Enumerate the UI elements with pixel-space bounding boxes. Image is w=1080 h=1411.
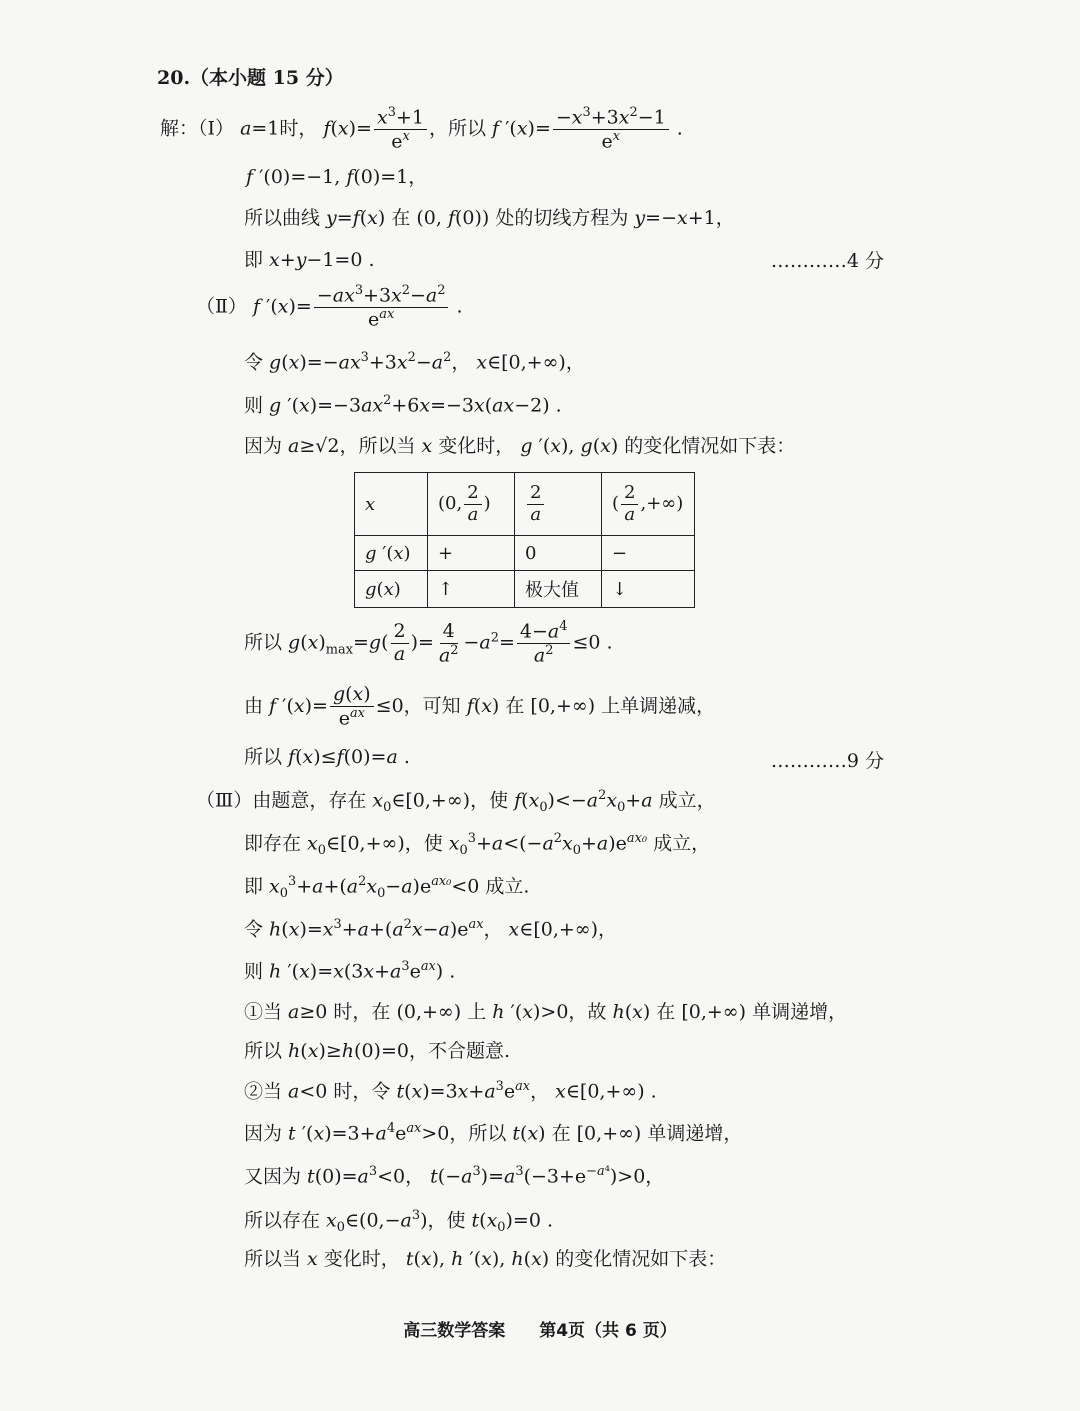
part1-line1: 解：（Ⅰ） a=1时， f(x)= $\frac{x^3+1}{e^x}$ ，所以 f ′(x)= $\frac{-x^3+3x^2-1}{e^x}$ . <box>160 105 683 153</box>
part3-line1: （Ⅲ）由题意，存在 $x_0\in[0,+\infty)$，使 $f(x_0)<-a^2x_0+a$ 成立， <box>196 788 716 816</box>
part2-points: …………9 分 <box>770 750 884 772</box>
table-cell: − <box>602 536 695 571</box>
table-cell: g(x) <box>355 571 428 608</box>
table-cell: x <box>355 473 428 536</box>
page-footer <box>0 1316 1080 1341</box>
table-cell: 极大值 <box>515 571 602 608</box>
part3-line7: 所以 h(x)≥h(0)=0，不合题意. <box>244 1040 510 1062</box>
part3-line5: 则 h $'(x)=x(3x+a^3e^{ax})$ . <box>244 959 456 983</box>
table-cell: g ′(x) <box>355 536 428 571</box>
problem-header: 20.（本小题 15 分） <box>157 67 344 89</box>
part3-line6: ①当 a≥0 时，在 (0,+∞) 上 h ′(x)>0，故 h(x) 在 [0,+∞) 单调递增， <box>244 1001 848 1023</box>
part3-line3: 即 $x_0^3+a+(a^2x_0-a)e^{ax_0}<0$ 成立. <box>244 874 530 902</box>
part1-line2: f ′(0)=−1, f(0)=1， <box>246 166 428 188</box>
table-cell: 0 <box>515 536 602 571</box>
table-row <box>355 571 695 608</box>
part2-line4: 因为 a≥√2，所以当 x 变化时， g ′(x), g(x) 的变化情况如下表： <box>244 435 796 457</box>
table-cell: ↑ <box>428 571 515 608</box>
part2-line3: 则 g $'(x)=-3ax^2+6x=-3x(ax-2)$ . <box>244 393 562 417</box>
footer-title: 高三数学答案 <box>403 1321 506 1341</box>
table-cell: ↓ <box>602 571 695 608</box>
part3-line10: 又因为 $t(0)=a^3<0$， $t(-a^3)=a^3(-3+e^{-a^4})>0$， <box>244 1164 665 1188</box>
part3-line2: 即存在 $x_0\in[0,+\infty)$，使 $x_0^3+a<(-a^2x_0+a)e^{ax_0}$ 成立， <box>244 831 711 859</box>
part3-line12: 所以当 x 变化时， t(x), h ′(x), h(x) 的变化情况如下表： <box>244 1248 727 1270</box>
table-cell: (0, $\frac{2}{a}$ ) <box>428 473 515 536</box>
part3-line9: 因为 t $'(x)=3+a^4e^{ax}>0$，所以 t(x) 在 [0,+∞) 单调递增， <box>244 1121 743 1145</box>
part2-line1: （Ⅱ） f ′(x)= $\frac{-ax^3+3x^2-a^2}{e^{ax}}$ . <box>196 283 463 331</box>
part1-line3: 所以曲线 y=f(x) 在 (0, f(0)) 处的切线方程为 y=−x+1， <box>244 207 735 229</box>
part2-line6: 由 f ′(x)= $\frac{g(x)}{e^{ax}}$ ≤0，可知 f(x) 在 [0,+∞) 上单调递减， <box>244 683 716 730</box>
part1-points: …………4 分 <box>770 250 884 272</box>
part2-line2: 令 $g(x)=-ax^3+3x^2-a^2$， x∈[0,+∞)， <box>244 350 585 374</box>
table-cell: $\frac{2}{a}$ <box>515 473 602 536</box>
part1-intro: 解：（Ⅰ） <box>160 117 235 140</box>
part2-label: （Ⅱ） <box>196 295 247 318</box>
variation-table <box>354 472 695 608</box>
part3-label: （Ⅲ） <box>196 789 253 812</box>
part1-line4: 即 x+y−1=0 . <box>244 249 375 271</box>
part3-line8: ②当 a<0 时，令 $t(x)=3x+a^3e^{ax}$， x∈[0,+∞) . <box>244 1079 657 1103</box>
table-row <box>355 473 695 536</box>
part3-line4: 令 $h(x)=x^3+a+(a^2x-a)e^{ax}$， x∈[0,+∞)， <box>244 917 618 941</box>
table-cell: ( $\frac{2}{a}$ ,+∞) <box>602 473 695 536</box>
footer-page: 第4页（共 6 页） <box>539 1321 677 1341</box>
table-row <box>355 536 695 571</box>
part2-line5: 所以 $g(x)_{max}=g$( $\frac{2}{a}$ )= $\frac{4}{a^2}$ $-a^2=$ $\frac{4-a^4}{a^2}$ ≤0 . <box>244 619 613 667</box>
part3-line11: 所以存在 $x_0\in(0,-a^3)$，使 $t(x_0)=0$ . <box>244 1208 554 1236</box>
table-cell: + <box>428 536 515 571</box>
part2-line7: 所以 f(x)≤f(0)=a . <box>244 746 410 768</box>
